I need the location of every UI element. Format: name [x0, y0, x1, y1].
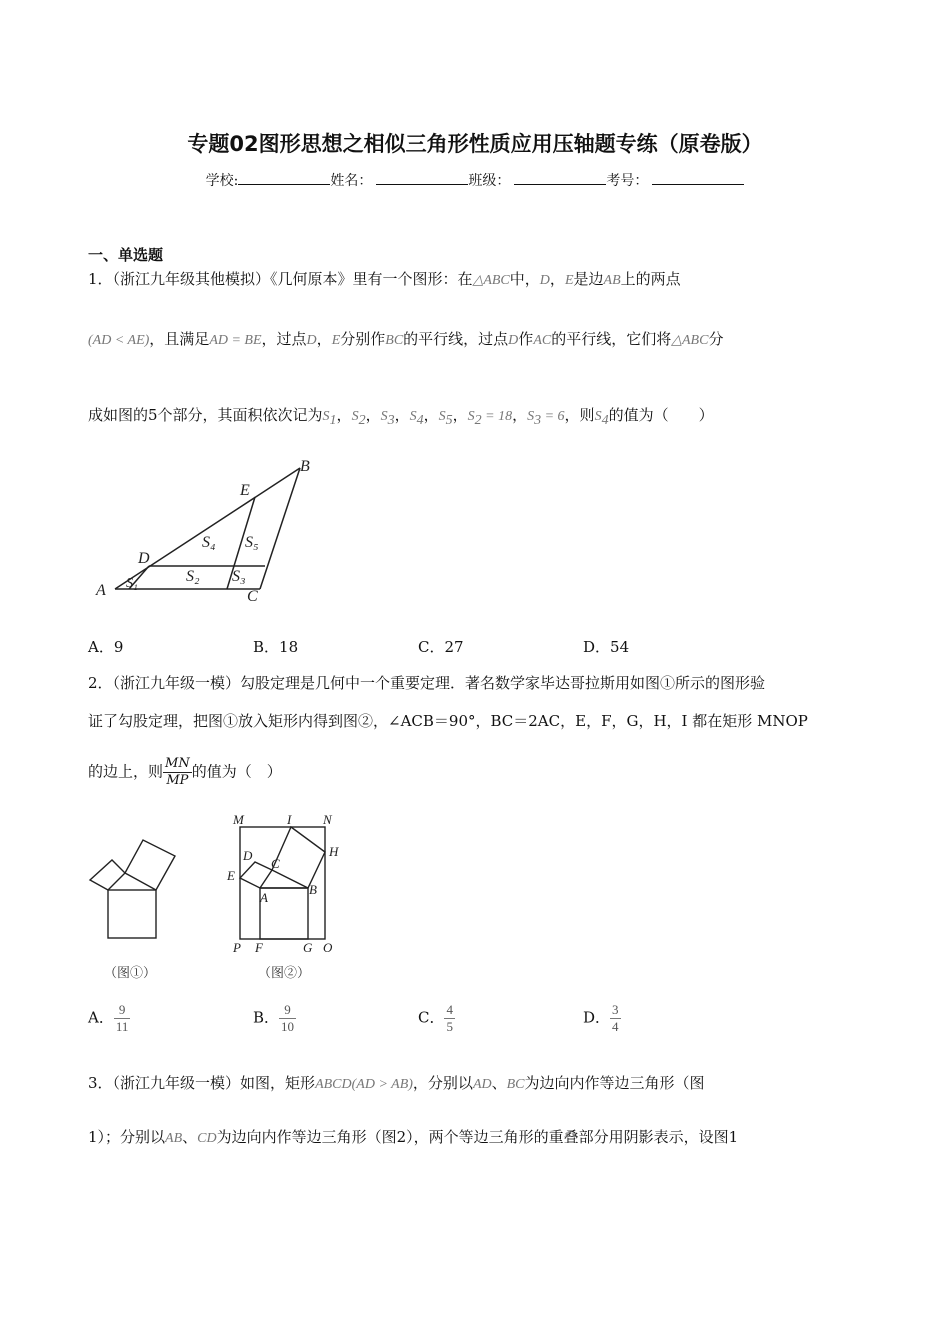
option-fraction — [114, 1002, 131, 1035]
option-fraction — [279, 1002, 296, 1035]
math-segment-ac: AC — [533, 333, 552, 348]
q1-text: ，过点 — [261, 330, 307, 348]
math-sub: 5 — [445, 413, 453, 428]
math-sub: 2 — [474, 413, 482, 428]
q1-option-a[interactable]: A．9 — [88, 638, 124, 656]
label-s5: S₅ — [245, 534, 259, 551]
label-d: D — [243, 848, 253, 863]
math-segment-ad: AD — [472, 1077, 492, 1092]
label-s4: S₄ — [202, 534, 216, 551]
q1-triangle-figure — [90, 455, 320, 605]
q1-text: 成如图的5个部分，其面积依次记为 — [88, 406, 323, 424]
school-blank[interactable] — [238, 170, 330, 185]
math-sub: 3 — [534, 413, 542, 428]
math-sub: 3 — [387, 413, 395, 428]
q1-text: ， — [549, 270, 565, 288]
label-e: E — [240, 482, 250, 499]
math-segment-bc: BC — [385, 333, 404, 348]
label-o: O — [323, 940, 333, 955]
math-point-d: D — [508, 333, 519, 348]
math-inequality: (AD < AE) — [88, 333, 150, 348]
label-a: A — [260, 890, 268, 905]
option-label: B． — [253, 1008, 280, 1027]
fraction-denominator: 10 — [281, 1019, 295, 1034]
q1-sep: ， — [423, 406, 439, 424]
label-m: M — [233, 812, 244, 827]
q3-text: ，分别以 — [412, 1074, 473, 1092]
q2-line-2: 证了勾股定理，把图①放入矩形内得到图②，∠ACB＝90°，BC＝2AC，E，F，G，H，I 都在矩形 MNOP — [88, 712, 808, 730]
name-label: 姓名： — [330, 173, 373, 189]
label-g: G — [303, 940, 313, 955]
label-s2: S₂ — [186, 568, 200, 585]
math-value: = 18 — [481, 409, 513, 424]
q2-text: 的值为（ ） — [191, 762, 282, 781]
math-triangle-abc: △ABC — [472, 273, 510, 288]
label-a: A — [96, 582, 106, 599]
q3-text: 1）；分别以 — [88, 1128, 166, 1146]
edge-ab — [115, 468, 300, 589]
q1-sep: ， — [336, 406, 352, 424]
fraction-mn-mp — [163, 756, 192, 789]
q1-sep: ， — [452, 406, 468, 424]
q1-text: ，且满足 — [149, 330, 210, 348]
q2-line-3 — [88, 756, 282, 789]
fraction-denominator: 5 — [446, 1019, 453, 1034]
label-e: E — [227, 868, 235, 883]
math-segment-bc: BC — [506, 1077, 525, 1092]
math-s4: S — [409, 409, 417, 424]
q3-text: 、 — [182, 1128, 198, 1146]
q1-text: 的值为（ ） — [608, 406, 714, 424]
option-label: A． — [88, 1008, 114, 1027]
number-blank[interactable] — [652, 170, 744, 185]
fraction-denominator: 11 — [115, 1019, 129, 1034]
math-segment-ab: AB — [165, 1131, 183, 1146]
q3-line-2 — [88, 1126, 738, 1147]
q3-line-1 — [88, 1072, 705, 1093]
fraction-numerator: 3 — [612, 1002, 619, 1017]
section-heading: 一、单选题 — [88, 246, 164, 264]
class-blank[interactable] — [514, 170, 606, 185]
math-s2: S — [351, 409, 359, 424]
q2-option-a[interactable] — [88, 1002, 130, 1035]
label-d: D — [138, 550, 150, 567]
fraction-denominator: 4 — [612, 1019, 619, 1034]
student-info-line — [0, 170, 950, 190]
number-label: 考号： — [606, 173, 649, 189]
math-equation: AD = BE — [209, 333, 262, 348]
q1-text: 上的两点 — [620, 270, 681, 288]
q1-text: 是边 — [573, 270, 604, 288]
q1-text: 分 — [708, 330, 724, 348]
option-fraction — [444, 1002, 455, 1035]
square-on-ac — [90, 860, 125, 890]
q2-option-c[interactable] — [418, 1002, 455, 1035]
name-blank[interactable] — [376, 170, 468, 185]
math-segment-ab: AB — [603, 273, 621, 288]
fraction-denominator: MP — [166, 773, 189, 788]
q2-option-b[interactable] — [253, 1002, 296, 1035]
q2-option-d[interactable] — [583, 1002, 621, 1035]
q1-text: （浙江九年级其他模拟）《几何原本》里有一个图形：在 — [112, 270, 473, 288]
q1-number: 1． — [88, 270, 113, 288]
q1-sep: ， — [394, 406, 410, 424]
school-label: 学校: — [205, 173, 239, 189]
edge-bc — [260, 468, 300, 589]
option-label: C． — [418, 1008, 445, 1027]
label-i: I — [287, 812, 292, 827]
q1-sep: ， — [365, 406, 381, 424]
q1-text: ， — [316, 330, 332, 348]
label-s1: S₁ — [126, 576, 138, 591]
math-rect-abcd: ABCD — [315, 1077, 352, 1092]
label-c: C — [271, 856, 280, 871]
q1-text: 作 — [518, 330, 534, 348]
label-c: C — [247, 588, 258, 605]
q2-text: （浙江九年级一模）勾股定理是几何中一个重要定理．著名数学家毕达哥拉斯用如图①所示的图形验 — [112, 674, 766, 692]
fraction-numerator: 4 — [446, 1002, 453, 1017]
option-label: D． — [583, 1008, 611, 1027]
math-s4: S — [594, 409, 602, 424]
math-sub: 4 — [601, 413, 609, 428]
math-sub: 4 — [416, 413, 424, 428]
q3-text: （浙江九年级一模）如图，矩形 — [112, 1074, 316, 1092]
fig1-caption-text: （图①） — [104, 966, 157, 981]
label-n: N — [323, 812, 332, 827]
fraction-numerator: 9 — [114, 1002, 131, 1019]
q2-text: 的边上，则 — [88, 762, 164, 781]
q3-text: 为边向内作等边三角形（图2），两个等边三角形的重叠部分用阴影表示，设图1 — [216, 1128, 739, 1146]
fraction-numerator: MN — [165, 756, 190, 771]
math-point-e: E — [331, 333, 341, 348]
math-triangle-abc: △ABC — [671, 333, 709, 348]
math-sub: 1 — [329, 413, 337, 428]
square-on-bc — [125, 840, 175, 890]
math-segment-cd: CD — [197, 1131, 217, 1146]
math-point-d: D — [539, 273, 550, 288]
math-s5: S — [438, 409, 446, 424]
label-b: B — [309, 882, 317, 897]
label-f: F — [255, 940, 263, 955]
q1-sep: ， — [512, 406, 528, 424]
square-on-ab — [108, 890, 156, 938]
q2-figure-2 — [225, 810, 355, 955]
math-s3-value: S — [527, 409, 535, 424]
fig2-caption: （图②） — [258, 966, 311, 981]
q1-line-3 — [88, 404, 714, 429]
option-fraction — [610, 1002, 621, 1035]
q1-text: 的平行线，过点 — [403, 330, 509, 348]
q1-text: 中， — [509, 270, 540, 288]
q1-text: 的平行线，它们将 — [551, 330, 672, 348]
q1-line-1 — [88, 268, 681, 289]
math-s2-value: S — [467, 409, 475, 424]
q2-line-1 — [88, 672, 765, 693]
page-title: 专题02图形思想之相似三角形性质应用压轴题专练（原卷版） — [187, 132, 763, 156]
q1-text: ，则 — [564, 406, 595, 424]
math-point-e: E — [564, 273, 574, 288]
math-s1: S — [322, 409, 330, 424]
label-b: B — [300, 458, 310, 475]
label-p: P — [233, 940, 241, 955]
q2-figure-1 — [85, 828, 185, 953]
q1-option-b[interactable]: B．18 — [253, 638, 299, 656]
square-on-ac — [240, 862, 272, 888]
square-on-bc — [272, 827, 325, 888]
class-label: 班级： — [468, 173, 511, 189]
q3-text: 、 — [491, 1074, 507, 1092]
q1-line-2 — [88, 328, 723, 349]
q3-number: 3． — [88, 1074, 113, 1092]
q1-option-d[interactable]: D．54 — [583, 638, 630, 656]
math-point-d: D — [306, 333, 317, 348]
fraction-numerator: 9 — [279, 1002, 296, 1019]
math-sub: 2 — [358, 413, 366, 428]
label-s3: S₃ — [232, 568, 246, 585]
label-h: H — [329, 844, 339, 859]
math-condition: (AD > AB) — [351, 1077, 413, 1092]
q3-text: 为边向内作等边三角形（图 — [524, 1074, 705, 1092]
math-s3: S — [380, 409, 388, 424]
math-value: = 6 — [541, 409, 565, 424]
q2-number: 2． — [88, 674, 113, 692]
q1-option-c[interactable]: C．27 — [418, 638, 464, 656]
q1-text: 分别作 — [340, 330, 386, 348]
